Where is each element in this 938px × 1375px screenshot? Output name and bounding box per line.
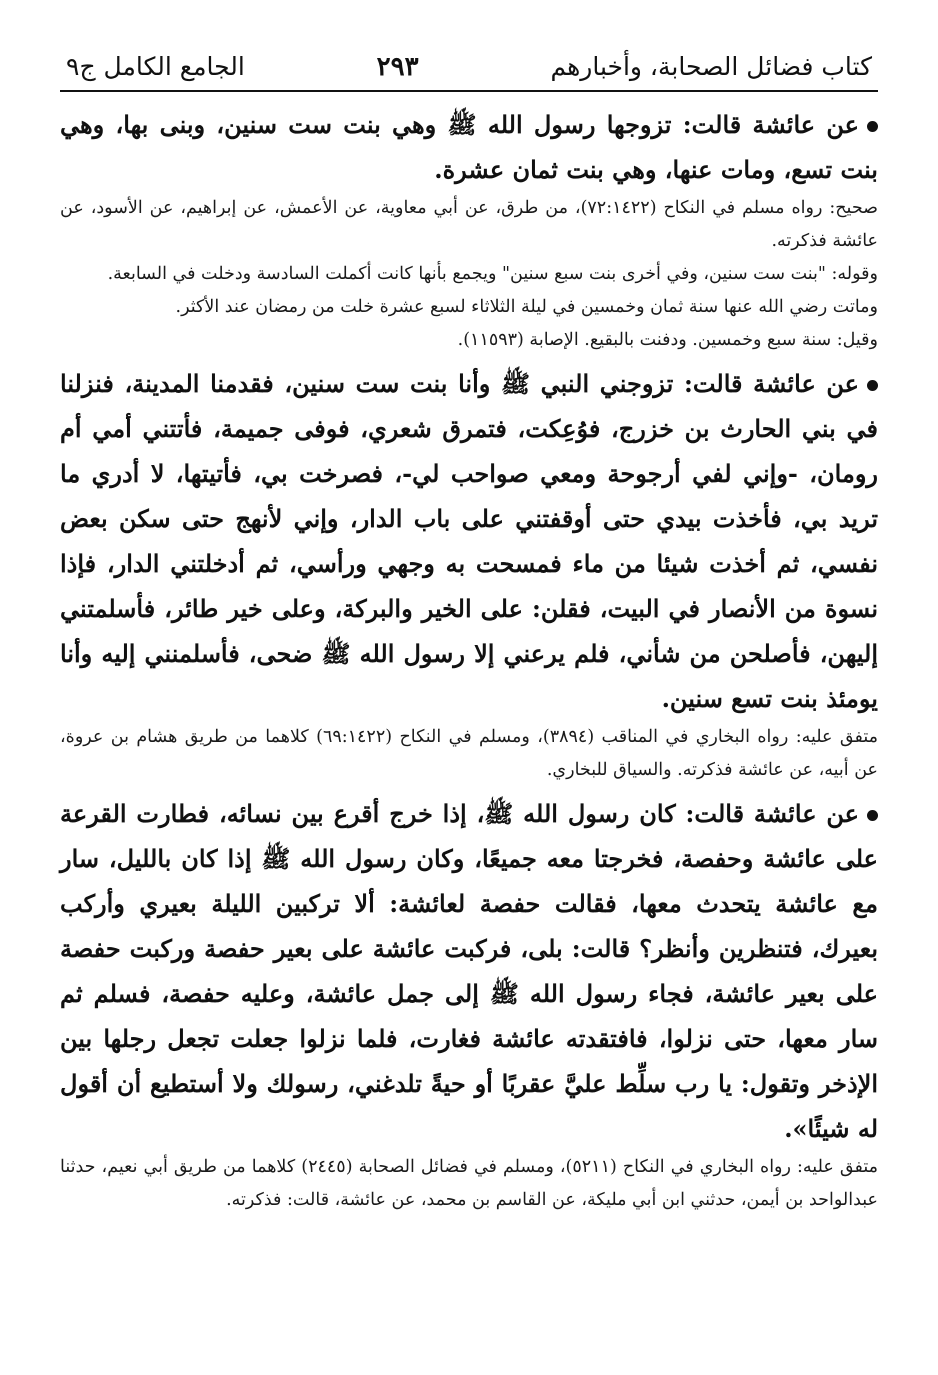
page-content <box>60 102 878 1217</box>
volume-title: الجامع الكامل ج٩ <box>66 52 245 81</box>
takhrij-note: صحيح: رواه مسلم في النكاح (٧٢:١٤٢٢)، من طرق، عن أبي معاوية، عن الأعمش، عن إبراهيم، عن الأسود، عن عائشة فذكرته. <box>60 198 878 251</box>
takhrij-note: متفق عليه: رواه البخاري في النكاح (٥٢١١)، ومسلم في فضائل الصحابة (٢٤٤٥) كلاهما من طريق أبي نعيم، حدثنا عبدالواحد بن أيمن، حدثني ابن أبي مليكة، عن القاسم بن محمد، عن عائشة، قالت: فذكرته. <box>60 1157 878 1210</box>
commentary-note: وقيل: سنة سبع وخمسين. ودفنت بالبقيع. الإصابة (١١٥٩٣). <box>457 330 878 350</box>
hadith-paragraph <box>60 102 878 192</box>
bullet-icon <box>867 380 878 391</box>
page-number: ٢٩٣ <box>376 52 419 82</box>
hadith-paragraph <box>60 791 878 1151</box>
page-header <box>60 52 878 92</box>
bullet-icon <box>867 121 878 132</box>
hadith-text: عن عائشة قالت: تزوجها رسول الله ﷺ وهي بنت ست سنين، وبنى بها، وهي بنت تسع، ومات عنها، وهي بنت ثمان عشرة. <box>60 110 878 184</box>
hadith-paragraph <box>60 361 878 721</box>
hadith-text: عن عائشة قالت: تزوجني النبي ﷺ وأنا بنت ست سنين، فقدمنا المدينة، فنزلنا في بني الحارث بن خزرج، فوُعِكت، فتمرق شعري، فوفى جميمة، فأتتني أمي أم رومان، -وإني لفي أرجوحة ومعي صواحب لي-، فصرخت بي، فأتيتها، لا أدري ما تريد بي، فأخذت بيدي حتى أوقفتني على باب الدار، وإني لأنهج حتى سكن بعض نفسي، ثم أخذت شيئا من ماء فمسحت به وجهي ورأسي، ثم أدخلتني الدار، فإذا نسوة من الأنصار في البيت، فقلن: على الخير والبركة، وعلى خير طائر، فأسلمتني إليهن، فأصلحن من شأني، فلم يرعني إلا رسول الله ﷺ ضحى، فأسلمنني إليه وأنا يومئذ بنت تسع سنين. <box>60 369 879 713</box>
commentary-note: وقوله: "بنت ست سنين، وفي أخرى بنت سبع سنين" ويجمع بأنها كانت أكملت السادسة ودخلت في السابعة. <box>107 264 878 284</box>
commentary-note: وماتت رضي الله عنها سنة ثمان وخمسين في ليلة الثلاثاء لسبع عشرة خلت من رمضان عند الأكثر. <box>175 297 878 317</box>
book-title: كتاب فضائل الصحابة، وأخبارهم <box>550 52 872 81</box>
bullet-icon <box>867 810 878 821</box>
hadith-text: عن عائشة قالت: كان رسول الله ﷺ، إذا خرج أقرع بين نسائه، فطارت القرعة على عائشة وحفصة، فخرجتا معه جميعًا، وكان رسول الله ﷺ إذا كان بالليل، سار مع عائشة يتحدث معها، فقالت حفصة لعائشة: ألا تركبين الليلة بعيري وأركب بعيرك، فتنظرين وأنظر؟ قالت: بلى، فركبت عائشة على بعير حفصة وركبت حفصة على بعير عائشة، فجاء رسول الله ﷺ إلى جمل عائشة، وعليه حفصة، فسلم ثم سار معها، حتى نزلوا، فافتقدته عائشة فغارت، فلما نزلوا جعلت تجعل رجلها بين الإذخر وتقول: يا رب سلِّط عليَّ عقربًا أو حيةً تلدغني، رسولك ولا أستطيع أن أقول له شيئًا». <box>60 799 878 1143</box>
takhrij-note: متفق عليه: رواه البخاري في المناقب (٣٨٩٤)، ومسلم في النكاح (٦٩:١٤٢٢) كلاهما من طريق هشام بن عروة، عن أبيه، عن عائشة فذكرته. والسياق للبخاري. <box>60 727 878 780</box>
